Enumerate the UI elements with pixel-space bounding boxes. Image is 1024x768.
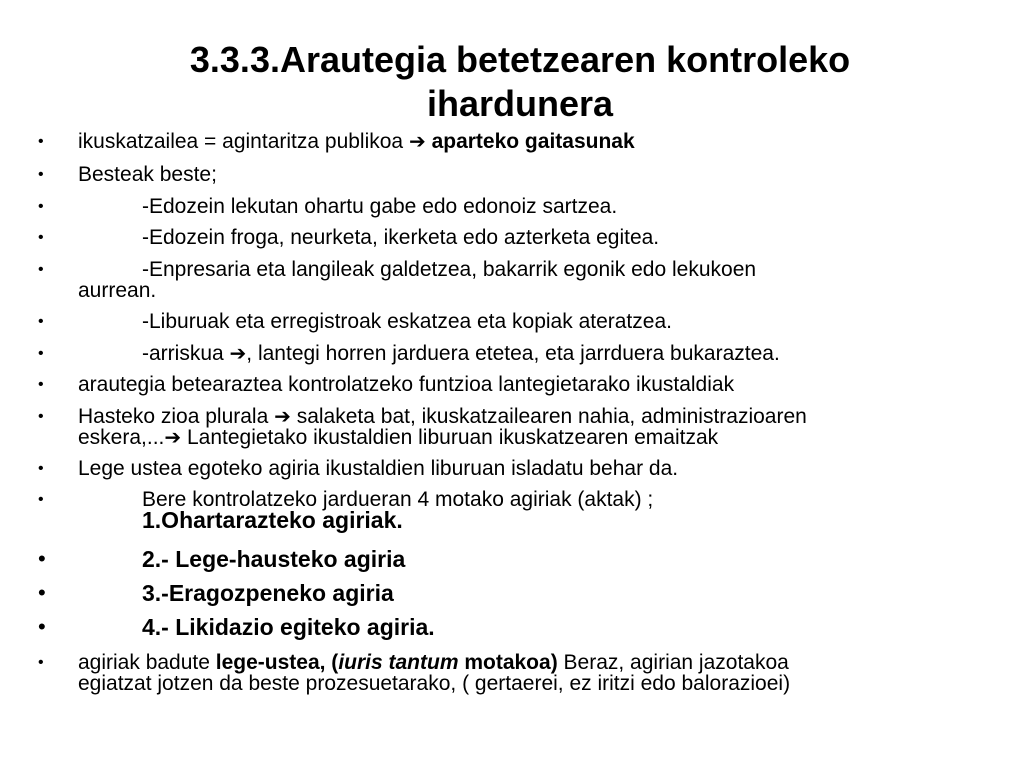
- bullet-dot: •: [38, 198, 44, 215]
- bullet-dot: •: [38, 313, 44, 330]
- bullet-dot: •: [38, 345, 44, 362]
- item-text: -Edozein lekutan ohartu gabe edo edonoiz sartzea.: [142, 195, 618, 218]
- bullet-dot: •: [38, 229, 44, 246]
- item-text: ikuskatzailea = agintaritza publikoa: [78, 130, 409, 153]
- arrow-right-icon: ➔: [229, 341, 247, 365]
- item-text: -arriskua: [142, 342, 230, 365]
- item-text-bold-italic: iuris tantum: [338, 651, 459, 674]
- item-text-bold: lege-ustea, (: [215, 651, 339, 674]
- item-text: -Edozein froga, neurketa, ikerketa edo azterketa egitea.: [142, 226, 660, 249]
- bullet-dot: •: [38, 133, 44, 150]
- item-text-bold: aparteko gaitasunak: [431, 130, 635, 153]
- bullet-dot: •: [38, 614, 46, 639]
- bullet-dot: •: [38, 408, 44, 425]
- bullet-dot: •: [38, 261, 44, 278]
- item-text: salaketa bat, ikuskatzailearen nahia, administrazioaren: [290, 405, 807, 428]
- item-text: -Liburuak eta erregistroak eskatzea eta kopiak ateratzea.: [142, 310, 672, 333]
- item-text-bold: motakoa): [458, 651, 558, 674]
- title-line-2: ihardunera: [426, 83, 614, 124]
- bullet-dot: •: [38, 580, 46, 605]
- arrow-right-icon: ➔: [274, 404, 291, 428]
- item-text-continuation: aurrean.: [78, 279, 157, 302]
- item-text-bold: 1.Ohartarazteko agiriak.: [142, 507, 403, 533]
- item-text-bold: 4.- Likidazio egiteko agiria.: [142, 614, 435, 640]
- item-text: Besteak beste;: [78, 163, 217, 186]
- bullet-dot: •: [38, 376, 44, 393]
- bullet-dot: •: [38, 460, 44, 477]
- bullet-dot: •: [38, 491, 44, 508]
- arrow-right-icon: ➔: [164, 425, 182, 449]
- bullet-dot: •: [38, 546, 46, 571]
- item-text-bold: 3.-Eragozpeneko agiria: [142, 580, 394, 606]
- item-text: Bere kontrolatzeko jardueran 4 motako agiriak (aktak) ;: [142, 488, 654, 511]
- bullet-dot: •: [38, 654, 44, 671]
- title-line-1: 3.3.3.Arautegia betetzearen kontroleko: [189, 39, 851, 80]
- arrow-right-icon: ➔: [408, 129, 426, 153]
- item-text: Lege ustea egoteko agiria ikustaldien liburuan isladatu behar da.: [78, 457, 679, 480]
- item-text: Hasteko zioa plurala: [78, 405, 275, 428]
- item-text: agiriak badute: [78, 651, 216, 674]
- item-text: -Enpresaria eta langileak galdetzea, bakarrik egonik edo lekukoen: [142, 258, 757, 281]
- bullet-dot: •: [38, 166, 44, 183]
- item-text: Beraz, agirian jazotakoa: [557, 651, 789, 674]
- page-title: [90, 38, 950, 126]
- item-text: arautegia betearaztea kontrolatzeko funtzioa lantegietarako ikustaldiak: [78, 373, 735, 396]
- item-text-continuation: egiatzat jotzen da beste prozesuetarako, ( gertaerei, ez iritzi edo balorazioei): [78, 672, 791, 695]
- item-text: , lantegi horren jarduera etetea, eta jarrduera bukaraztea.: [246, 342, 780, 365]
- item-text-bold: 2.- Lege-hausteko agiria: [142, 546, 406, 572]
- item-text: eskera,...: [78, 426, 165, 449]
- item-text: Lantegietako ikustaldien liburuan ikuskatzearen emaitzak: [181, 426, 719, 449]
